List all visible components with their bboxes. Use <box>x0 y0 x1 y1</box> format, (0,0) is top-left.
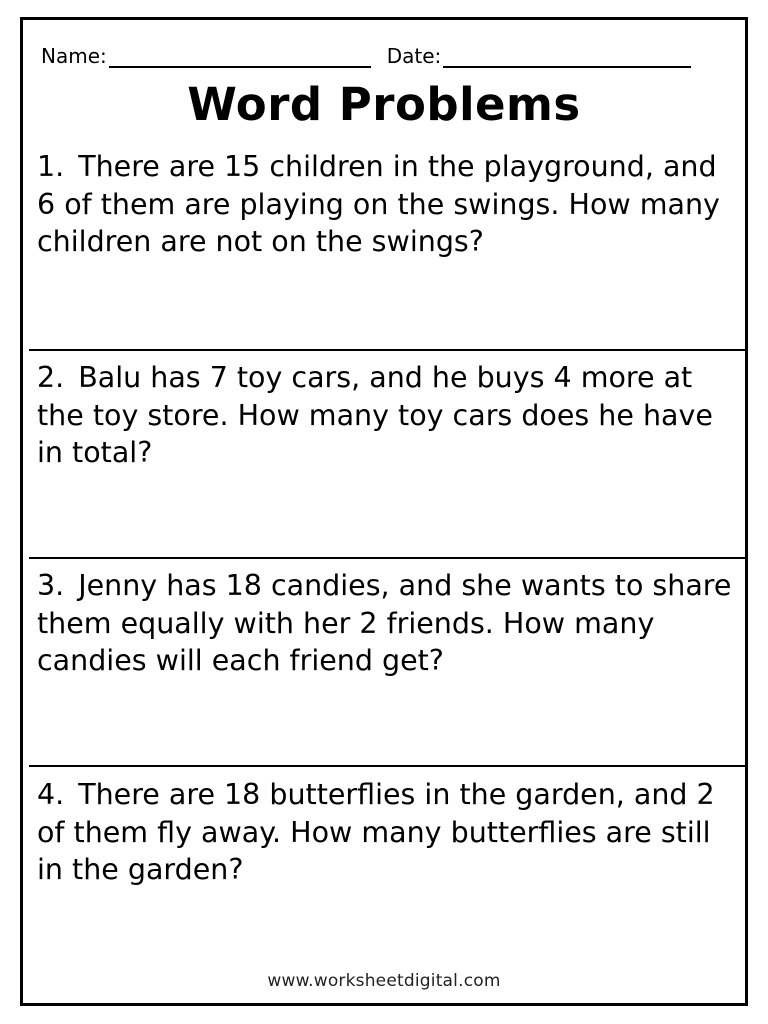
problem-number: 4. <box>37 778 65 811</box>
problem-text: There are 18 butterflies in the garden, and 2 of them fly away. How many butterflies are still in the garden? <box>37 778 715 886</box>
date-line[interactable] <box>443 46 691 68</box>
problem-number: 1. <box>37 150 65 183</box>
footer-url: www.worksheetdigital.com <box>267 971 501 991</box>
worksheet <box>20 17 748 1006</box>
name-field[interactable] <box>41 44 371 68</box>
name-label: Name: <box>41 44 107 68</box>
problem-text: Balu has 7 toy cars, and he buys 4 more at the toy store. How many toy cars does he have in total? <box>37 361 713 469</box>
divider <box>29 765 745 767</box>
problem-number: 2. <box>37 361 65 394</box>
problem-text: There are 15 children in the playground, and 6 of them are playing on the swings. How many children are not on the swings? <box>37 150 720 258</box>
divider <box>29 557 745 559</box>
name-line[interactable] <box>109 46 371 68</box>
date-field[interactable] <box>387 44 692 68</box>
page-title: Word Problems <box>187 78 581 131</box>
divider <box>29 349 745 351</box>
header-row <box>41 38 731 68</box>
date-label: Date: <box>386 44 442 68</box>
problem-text: Jenny has 18 candies, and she wants to share them equally with her 2 friends. How many candies will each friend get? <box>37 569 732 677</box>
problem-number: 3. <box>37 569 65 602</box>
